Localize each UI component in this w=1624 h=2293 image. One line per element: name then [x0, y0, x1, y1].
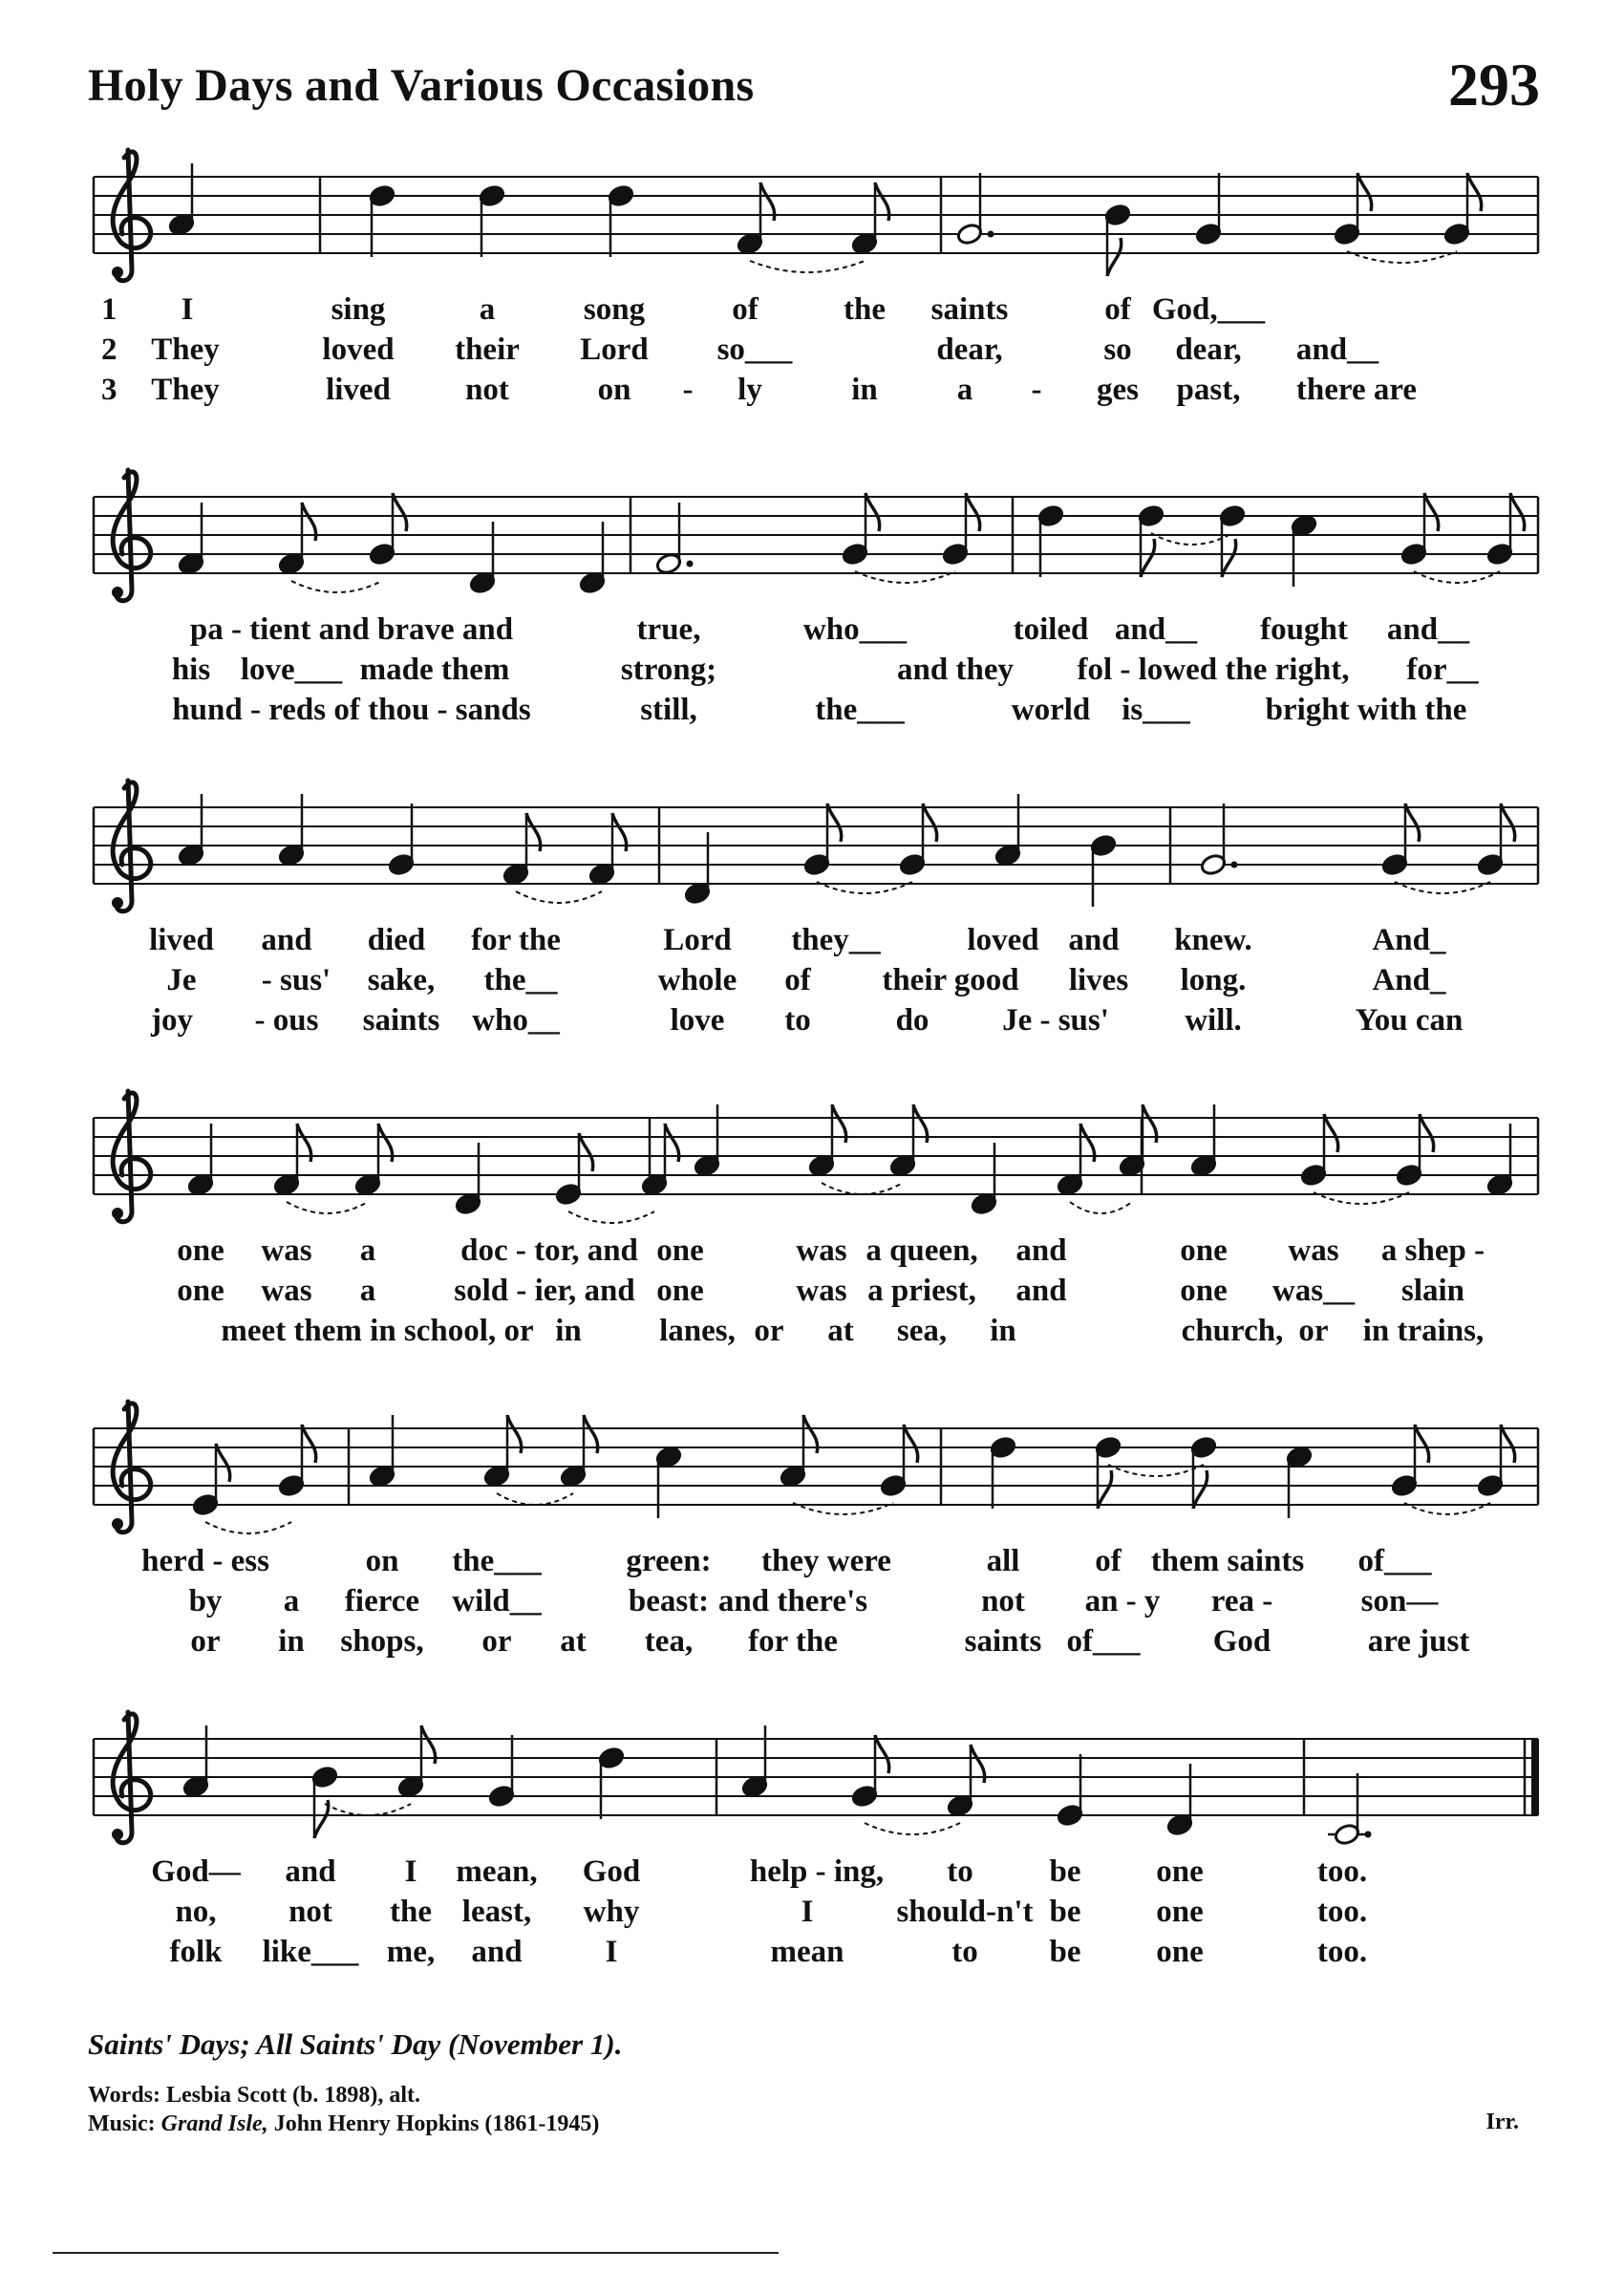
lyric-syllable: their good [882, 963, 1019, 997]
lyric-syllable: beast: [628, 1584, 710, 1618]
note [397, 1725, 436, 1798]
lyric-syllable: an - y [1084, 1584, 1161, 1618]
lyric-syllable: past, [1176, 373, 1241, 407]
lyric-syllable: to [947, 1854, 973, 1889]
lyric-syllable: Lord [663, 923, 732, 957]
lyric-syllable: ly [737, 373, 762, 407]
note [741, 1725, 769, 1798]
lyric-syllable: lanes, [659, 1314, 736, 1348]
lyric-syllable: was [1288, 1233, 1339, 1268]
lyric-syllable: not [465, 373, 509, 407]
lyric-syllable: tea, [644, 1624, 694, 1659]
lyric-syllable: saints [964, 1624, 1042, 1659]
lyric-syllable: Je [166, 963, 197, 997]
verse-number: 1 [101, 292, 118, 327]
lyric-syllable: They [151, 332, 220, 367]
lyric-syllable: God [582, 1854, 641, 1889]
lyric-syllable: help - ing, [749, 1854, 885, 1889]
lyric-syllable: was [796, 1233, 847, 1268]
lyric-syllable: on [597, 373, 631, 407]
lyric-syllable: they__ [791, 923, 881, 957]
lyric-syllable: will. [1185, 1003, 1242, 1038]
lyric-syllable: saints [362, 1003, 440, 1038]
lyric-syllable: his [171, 653, 211, 687]
lyric-syllable: - sus' [261, 963, 331, 997]
lyric-syllable: shops, [340, 1624, 424, 1659]
lyric-syllable: the__ [483, 963, 558, 997]
lyric-syllable: a [359, 1274, 376, 1308]
lyric-syllable: for__ [1406, 653, 1479, 687]
lyric-syllable: I [605, 1935, 618, 1969]
lyric-syllable: and they [897, 653, 1014, 687]
note [598, 1747, 626, 1819]
lyric-syllable: there are [1295, 373, 1418, 407]
lyric-syllable: song [583, 292, 646, 327]
lyric-syllable: me, [386, 1935, 436, 1969]
lyric-syllable: be [1049, 1854, 1081, 1889]
lyrics-verse-3 [0, 1935, 1624, 1973]
lyric-syllable: in trains, [1362, 1314, 1485, 1348]
lyric-syllable: of [784, 963, 811, 997]
lyric-syllable: least, [461, 1895, 532, 1929]
lyric-syllable: ges [1097, 373, 1139, 407]
lyric-syllable: they were [761, 1544, 891, 1578]
lyric-syllable: fought [1260, 612, 1348, 647]
lyric-syllable: sing [331, 292, 386, 327]
lyric-syllable: no, [175, 1895, 217, 1929]
lyric-syllable: made them [359, 653, 510, 687]
lyric-syllable: slain [1400, 1274, 1465, 1308]
lyric-syllable: in [990, 1314, 1016, 1348]
lyric-syllable: sold - ier, and [454, 1274, 635, 1308]
hymn-credits [88, 2081, 599, 2138]
lyric-syllable: And_ [1372, 923, 1446, 957]
lyric-syllable: died [367, 923, 426, 957]
lyric-syllable: be [1049, 1935, 1081, 1969]
lyric-syllable: rea - [1210, 1584, 1273, 1618]
lyric-syllable: of___ [1066, 1624, 1141, 1659]
dashed-slur [325, 1804, 411, 1815]
lyric-syllable: toiled [1013, 612, 1089, 647]
meter-label: Irr. [1485, 2110, 1519, 2134]
lyric-syllable: their [455, 332, 520, 367]
lyric-syllable: one [656, 1274, 704, 1308]
lyric-syllable: so___ [716, 332, 793, 367]
lyric-syllable: fierce [344, 1584, 420, 1618]
note [1166, 1764, 1194, 1836]
lyric-syllable: son— [1360, 1584, 1439, 1618]
lyric-syllable: or [1298, 1314, 1329, 1348]
lyric-syllable: Je - sus' [1002, 1003, 1109, 1038]
lyric-syllable: I [801, 1895, 814, 1929]
lyric-syllable: loved [967, 923, 1039, 957]
lyric-syllable: a priest, [867, 1274, 976, 1308]
lyric-syllable: should-n't [896, 1895, 1034, 1929]
lyric-syllable: of___ [1357, 1544, 1432, 1578]
lyric-syllable: saints [930, 292, 1009, 327]
lyric-syllable: or [481, 1624, 512, 1659]
lyric-syllable: And_ [1372, 963, 1446, 997]
lyric-syllable: like___ [262, 1935, 359, 1969]
lyric-syllable: by [188, 1584, 223, 1618]
lyric-syllable: and__ [1114, 612, 1198, 647]
lyric-syllable: to [951, 1935, 978, 1969]
lyric-syllable: in [278, 1624, 305, 1659]
lyric-syllable: why [583, 1895, 640, 1929]
lyric-syllable: I [404, 1854, 417, 1889]
lyric-syllable: a [479, 292, 496, 327]
hymn-number: 293 [1448, 51, 1540, 118]
lyrics-verse-1 [0, 1854, 1624, 1893]
lyric-syllable: and [261, 923, 312, 957]
note [1328, 1773, 1372, 1846]
lyric-syllable: love___ [240, 653, 343, 687]
lyric-syllable: a [956, 373, 973, 407]
lyric-syllable: - ous [254, 1003, 319, 1038]
lyric-syllable: strong; [620, 653, 717, 687]
lyric-syllable: pa - tient and brave and [189, 612, 514, 647]
lyric-syllable: and [1015, 1274, 1067, 1308]
lyric-syllable: mean [770, 1935, 844, 1969]
lyric-syllable: of [1104, 292, 1131, 327]
lyric-syllable: loved [322, 332, 395, 367]
lyric-syllable: was [261, 1233, 312, 1268]
lyric-syllable: too. [1316, 1854, 1368, 1889]
lyric-syllable: so [1103, 332, 1132, 367]
lyric-syllable: true, [636, 612, 701, 647]
lyric-syllable: joy [151, 1003, 193, 1038]
lyric-syllable: - [1031, 373, 1042, 407]
lyric-syllable: and [1068, 923, 1120, 957]
lyric-syllable: of [1095, 1544, 1122, 1578]
lyric-syllable: God [1212, 1624, 1271, 1659]
lyric-syllable: hund - reds of thou - sands [172, 693, 531, 727]
lyric-syllable: for the [748, 1624, 838, 1659]
note [488, 1735, 516, 1808]
lyric-syllable: do [895, 1003, 930, 1038]
lyric-syllable: God,___ [1151, 292, 1266, 327]
lyric-syllable: whole [657, 963, 737, 997]
lyric-syllable: in [555, 1314, 582, 1348]
lyric-syllable: be [1049, 1895, 1081, 1929]
lyric-syllable: - [682, 373, 694, 407]
lyric-syllable: are just [1367, 1624, 1470, 1659]
lyric-syllable: church, [1181, 1314, 1284, 1348]
lyric-syllable: or [754, 1314, 784, 1348]
lyric-syllable: God— [151, 1854, 241, 1889]
dashed-slur [865, 1823, 960, 1834]
verse-number: 3 [101, 373, 118, 407]
occasion-caption: Saints' Days; All Saints' Day (November 1). [88, 2027, 623, 2061]
note [311, 1766, 339, 1838]
lyric-syllable: herd - ess [141, 1544, 269, 1578]
lyric-syllable: not [981, 1584, 1025, 1618]
lyric-syllable: and [471, 1935, 523, 1969]
footer-rule [53, 2252, 779, 2254]
lyric-syllable: lives [1068, 963, 1129, 997]
lyric-syllable: not [288, 1895, 332, 1929]
lyric-syllable: at [560, 1624, 587, 1659]
lyric-syllable: all [986, 1544, 1020, 1578]
lyric-syllable: the___ [452, 1544, 542, 1578]
lyric-syllable: at [827, 1314, 854, 1348]
lyric-syllable: sake, [367, 963, 436, 997]
lyric-syllable: for the [471, 923, 561, 957]
note [1057, 1754, 1084, 1827]
tune-name: Grand Isle, [160, 2111, 268, 2136]
lyric-syllable: of [732, 292, 759, 327]
lyric-syllable: one [1180, 1233, 1228, 1268]
lyric-syllable: who__ [472, 1003, 560, 1038]
lyric-syllable: world [1011, 693, 1091, 727]
lyric-syllable: dear, [1175, 332, 1242, 367]
lyric-syllable: was [261, 1274, 312, 1308]
lyric-syllable: and__ [1386, 612, 1470, 647]
lyric-syllable: lived [149, 923, 214, 957]
lyric-syllable: in [851, 373, 878, 407]
lyric-syllable: a shep - [1380, 1233, 1485, 1268]
lyric-syllable: doc - tor, and [460, 1233, 638, 1268]
lyric-syllable: to [784, 1003, 811, 1038]
lyric-syllable: is___ [1122, 693, 1190, 727]
lyric-syllable: still, [640, 693, 697, 727]
lyric-syllable: You can [1355, 1003, 1464, 1038]
lyric-syllable: a [359, 1233, 376, 1268]
lyric-syllable: meet them in school, or [221, 1314, 534, 1348]
lyric-syllable: one [177, 1274, 224, 1308]
composer: John Henry Hopkins (1861-1945) [267, 2111, 600, 2136]
lyric-syllable: was [796, 1274, 847, 1308]
lyric-syllable: lived [326, 373, 391, 407]
lyric-syllable: green: [626, 1544, 712, 1578]
lyric-syllable: who___ [802, 612, 908, 647]
lyric-syllable: one [177, 1233, 224, 1268]
lyric-syllable: wild__ [452, 1584, 542, 1618]
lyrics-verse-2 [0, 1895, 1624, 1933]
lyric-syllable: dear, [936, 332, 1003, 367]
note [182, 1725, 210, 1798]
section-title: Holy Days and Various Occasions [88, 60, 755, 111]
music-credit [88, 2110, 599, 2138]
lyric-syllable: one [1180, 1274, 1228, 1308]
lyric-syllable: folk [169, 1935, 223, 1969]
lyric-syllable: long. [1180, 963, 1247, 997]
lyric-syllable: too. [1316, 1935, 1368, 1969]
words-credit: Words: Lesbia Scott (b. 1898), alt. [88, 2083, 420, 2108]
lyric-syllable: and [285, 1854, 336, 1889]
lyric-syllable: them saints [1150, 1544, 1305, 1578]
lyric-syllable: love [670, 1003, 725, 1038]
lyric-syllable: a queen, [865, 1233, 978, 1268]
lyric-syllable: on [365, 1544, 399, 1578]
lyric-syllable: Lord [580, 332, 649, 367]
lyric-syllable: and there's [717, 1584, 868, 1618]
lyric-syllable: a [283, 1584, 300, 1618]
lyric-syllable: one [1156, 1854, 1204, 1889]
lyric-syllable: sea, [896, 1314, 948, 1348]
lyric-syllable: too. [1316, 1895, 1368, 1929]
lyric-syllable: one [1156, 1935, 1204, 1969]
lyric-syllable: the [844, 292, 886, 327]
lyric-syllable: They [151, 373, 220, 407]
lyric-syllable: mean, [456, 1854, 538, 1889]
lyric-syllable: was__ [1271, 1274, 1356, 1308]
verse-number: 2 [101, 332, 118, 367]
lyric-syllable: or [190, 1624, 221, 1659]
lyric-syllable: one [656, 1233, 704, 1268]
lyric-syllable: fol - lowed the right, [1077, 653, 1350, 687]
lyric-syllable: I [181, 292, 194, 327]
music-prefix: Music: [88, 2111, 161, 2136]
note [947, 1745, 985, 1817]
lyric-syllable: and [1015, 1233, 1067, 1268]
lyric-syllable: and__ [1295, 332, 1379, 367]
lyric-syllable: one [1156, 1895, 1204, 1929]
lyric-syllable: the___ [815, 693, 905, 727]
lyric-syllable: bright with the [1265, 693, 1467, 727]
lyric-syllable: the [390, 1895, 432, 1929]
lyric-syllable: knew. [1174, 923, 1252, 957]
